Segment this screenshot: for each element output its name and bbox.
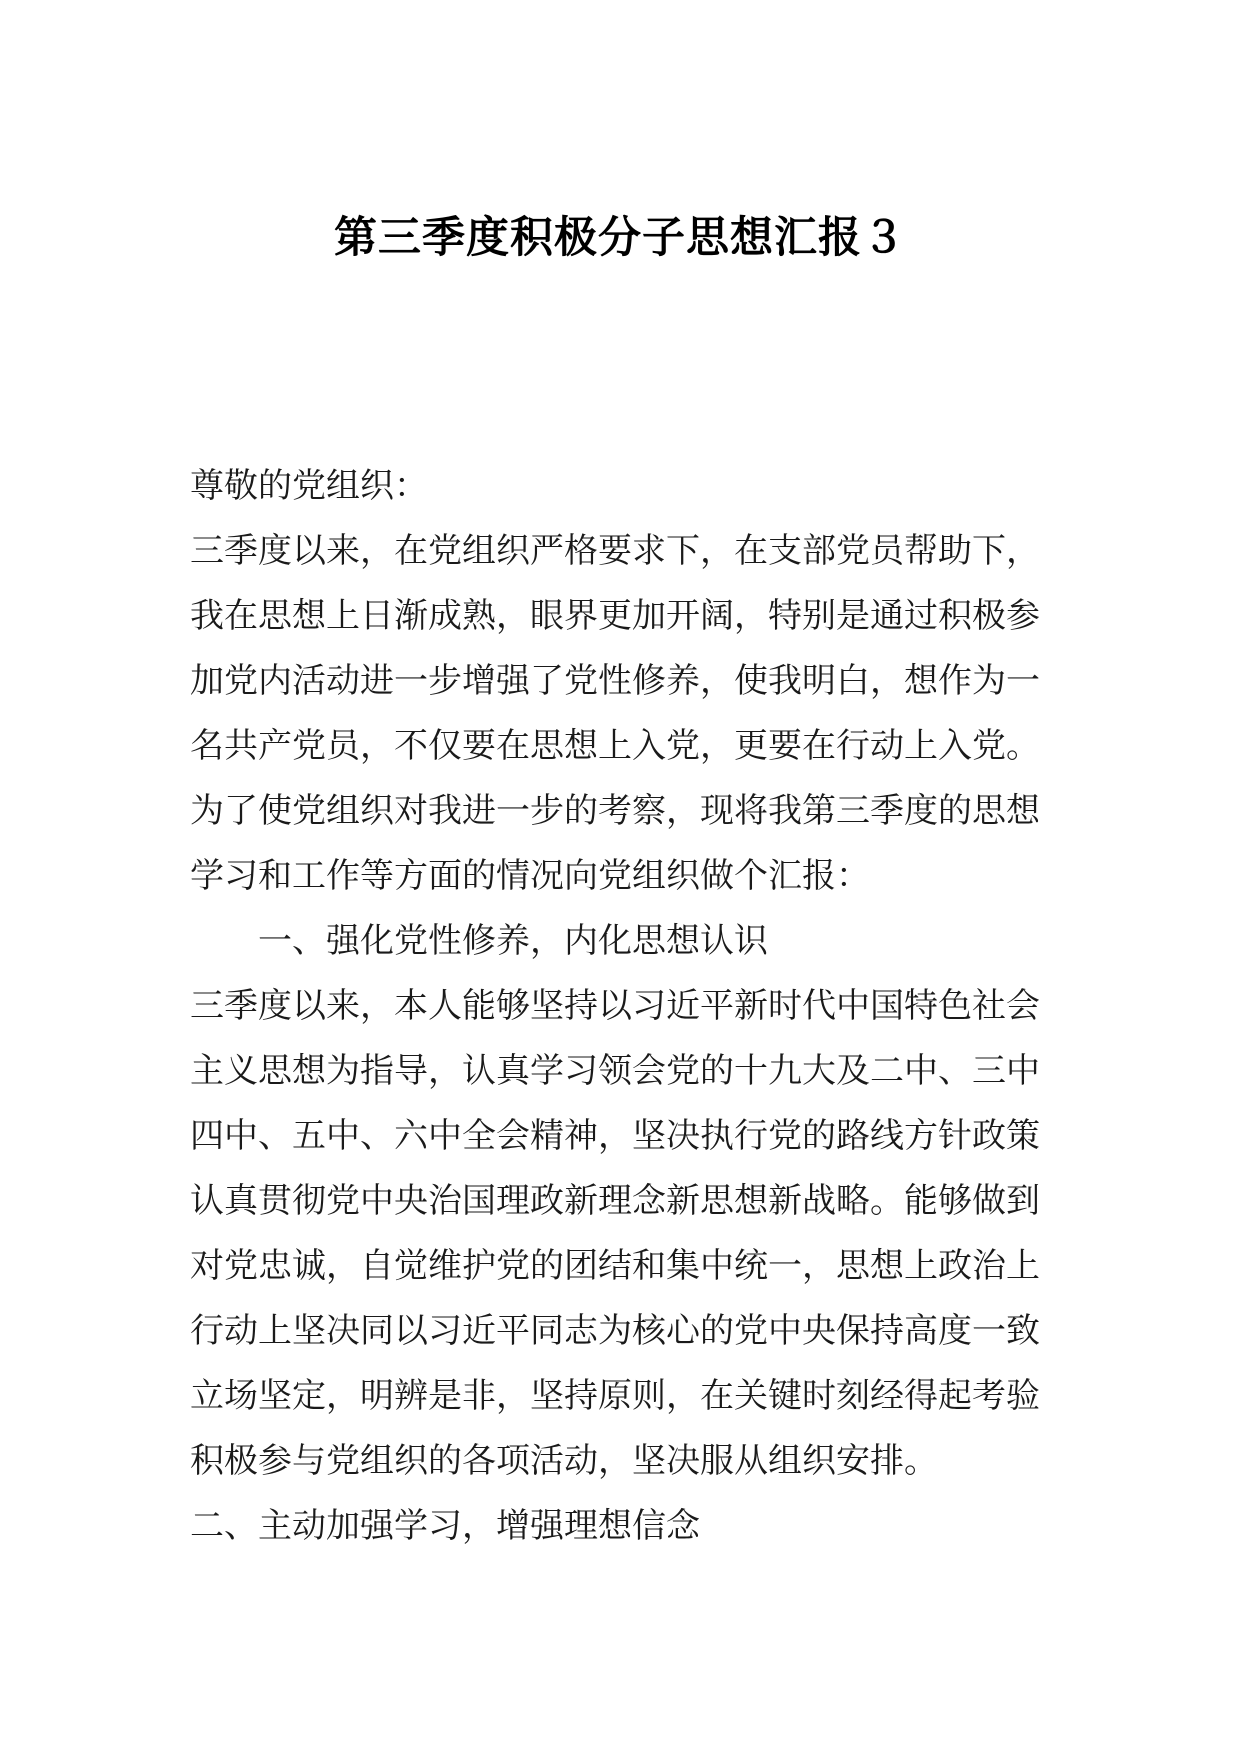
body-line: 名共产党员，不仅要在思想上入党，更要在行动上入党。 [190,726,1040,766]
body-line: 三季度以来，在党组织严格要求下，在支部党员帮助下， [190,531,1040,571]
body-line: 行动上坚决同以习近平同志为核心的党中央保持高度一致 [190,1311,1040,1351]
body-line: 学习和工作等方面的情况向党组织做个汇报： [190,856,870,896]
body-line: 三季度以来，本人能够坚持以习近平新时代中国特色社会 [190,986,1040,1026]
body-line: 我在思想上日渐成熟，眼界更加开阔，特别是通过积极参 [190,596,1040,636]
body-line: 加党内活动进一步增强了党性修养，使我明白，想作为一 [190,661,1040,701]
body-line: 立场坚定，明辨是非，坚持原则，在关键时刻经得起考验 [190,1376,1040,1416]
body-line: 认真贯彻党中央治国理政新理念新思想新战略。能够做到 [190,1181,1040,1221]
body-line: 四中、五中、六中全会精神，坚决执行党的路线方针政策 [190,1116,1040,1156]
body-line: 为了使党组织对我进一步的考察，现将我第三季度的思想 [190,791,1040,831]
body-line: 主义思想为指导，认真学习领会党的十九大及二中、三中 [190,1051,1040,1091]
document-title: 第三季度积极分子思想汇报３ [334,213,906,263]
document-body [190,454,1070,1559]
salutation: 尊敬的党组织： [190,466,428,506]
body-line: 对党忠诚，自觉维护党的团结和集中统一，思想上政治上 [190,1246,1040,1286]
section-heading-2: 二、主动加强学习，增强理想信念 [190,1506,700,1546]
body-line: 积极参与党组织的各项活动，坚决服从组织安排。 [190,1441,938,1481]
section-heading-1: 一、强化党性修养，内化思想认识 [258,921,768,961]
